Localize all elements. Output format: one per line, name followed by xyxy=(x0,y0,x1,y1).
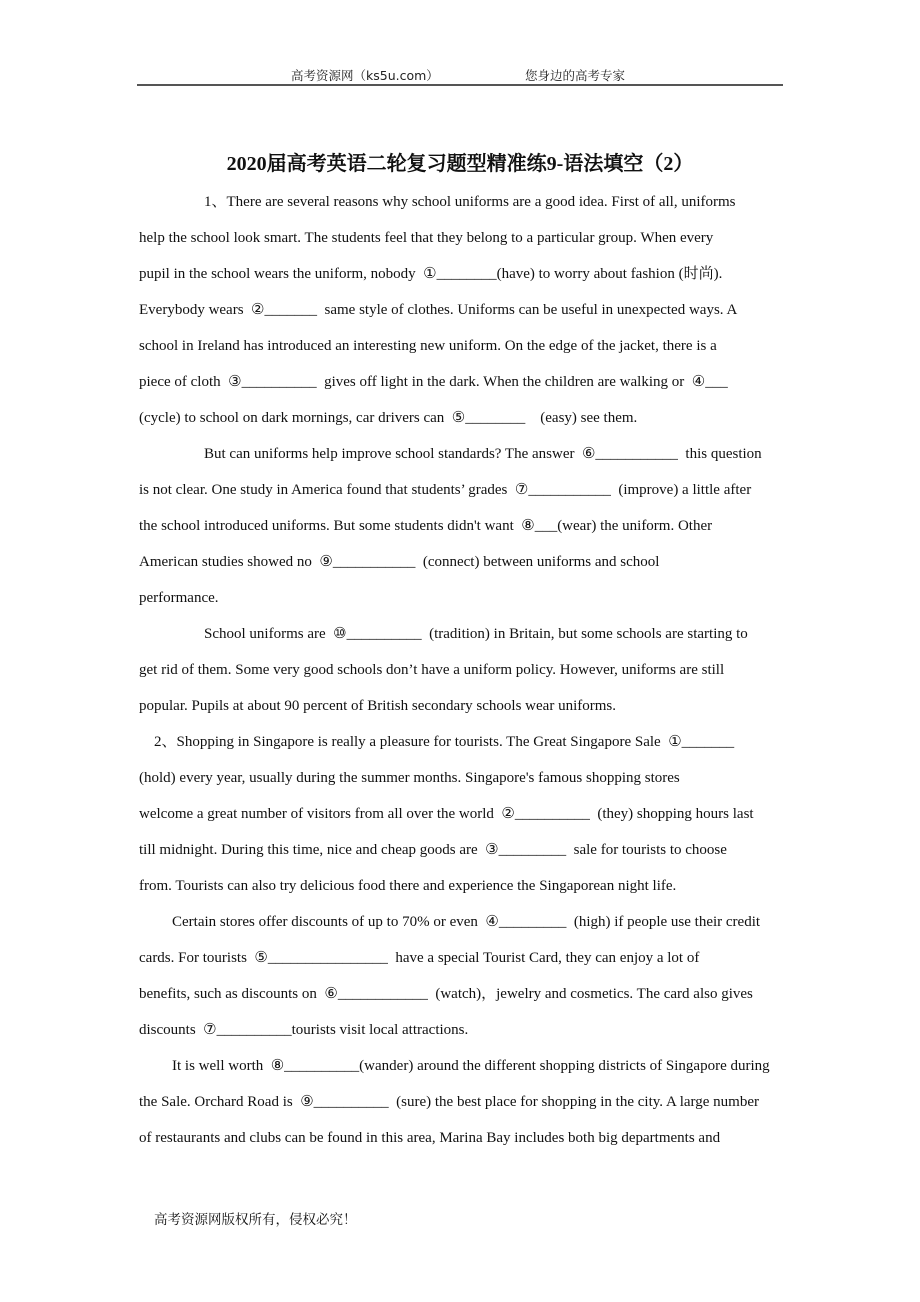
header-divider xyxy=(137,84,783,86)
text-line: school in Ireland has introduced an interesting new uniform. On the edge of the jacket, there is a xyxy=(139,338,717,354)
text-line: (hold) every year, usually during the summer months. Singapore's famous shopping stores xyxy=(139,770,680,786)
text-line: Everybody wears ②_______ same style of clothes. Uniforms can be useful in unexpected ways. A xyxy=(139,302,738,318)
text-line: is not clear. One study in America found that students’ grades ⑦___________ (improve) a little after xyxy=(139,482,752,498)
text-line: the Sale. Orchard Road is ⑨__________ (sure) the best place for shopping in the city. A large number xyxy=(139,1094,759,1110)
text-line: Certain stores offer discounts of up to 70% or even ④_________ (high) if people use their credit xyxy=(172,914,761,930)
text-line: But can uniforms help improve school standards? The answer ⑥___________ this question xyxy=(204,446,762,462)
text-line: School uniforms are ⑩__________ (tradition) in Britain, but some schools are starting to xyxy=(204,626,748,642)
text-line: 1、There are several reasons why school uniforms are a good idea. First of all, uniforms xyxy=(204,194,736,210)
text-line: (cycle) to school on dark mornings, car drivers can ⑤________ (easy) see them. xyxy=(139,410,638,426)
text-line: American studies showed no ⑨___________ (connect) between uniforms and school xyxy=(139,554,660,570)
text-line: 2、Shopping in Singapore is really a pleasure for tourists. The Great Singapore Sale ①_______ xyxy=(154,734,735,750)
header-site-name: 高考资源网（ks5u.com） xyxy=(291,68,439,83)
text-line: popular. Pupils at about 90 percent of British secondary schools wear uniforms. xyxy=(139,698,616,714)
text-line: help the school look smart. The students feel that they belong to a particular group. When every xyxy=(139,230,714,246)
text-line: till midnight. During this time, nice and cheap goods are ③_________ sale for tourists to choose xyxy=(139,842,727,858)
text-line: piece of cloth ③__________ gives off light in the dark. When the children are walking or ④___ xyxy=(139,374,728,390)
text-line: benefits, such as discounts on ⑥____________ (watch)，jewelry and cosmetics. The card also gives xyxy=(139,986,753,1002)
document-title: 2020届高考英语二轮复习题型精准练9-语法填空（2） xyxy=(226,153,694,175)
text-line: from. Tourists can also try delicious food there and experience the Singaporean night life. xyxy=(139,878,677,894)
text-line: get rid of them. Some very good schools don’t have a uniform policy. However, uniforms are still xyxy=(139,662,725,678)
text-line: discounts ⑦__________tourists visit local attractions. xyxy=(139,1022,469,1038)
text-line: pupil in the school wears the uniform, nobody ①________(have) to worry about fashion (时尚). xyxy=(139,266,723,282)
header-slogan: 您身边的高考专家 xyxy=(525,68,626,83)
text-line: the school introduced uniforms. But some students didn't want ⑧___(wear) the uniform. Other xyxy=(139,518,713,534)
text-line: cards. For tourists ⑤________________ have a special Tourist Card, they can enjoy a lot of xyxy=(139,950,700,966)
text-line: It is well worth ⑧__________(wander) around the different shopping districts of Singapore during xyxy=(172,1058,770,1074)
text-line: performance. xyxy=(139,590,219,606)
text-line: welcome a great number of visitors from all over the world ②__________ (they) shopping hours last xyxy=(139,806,754,822)
text-line: of restaurants and clubs can be found in this area, Marina Bay includes both big departments and xyxy=(139,1130,721,1146)
footer-copyright: 高考资源网版权所有，侵权必究！ xyxy=(154,1212,357,1228)
